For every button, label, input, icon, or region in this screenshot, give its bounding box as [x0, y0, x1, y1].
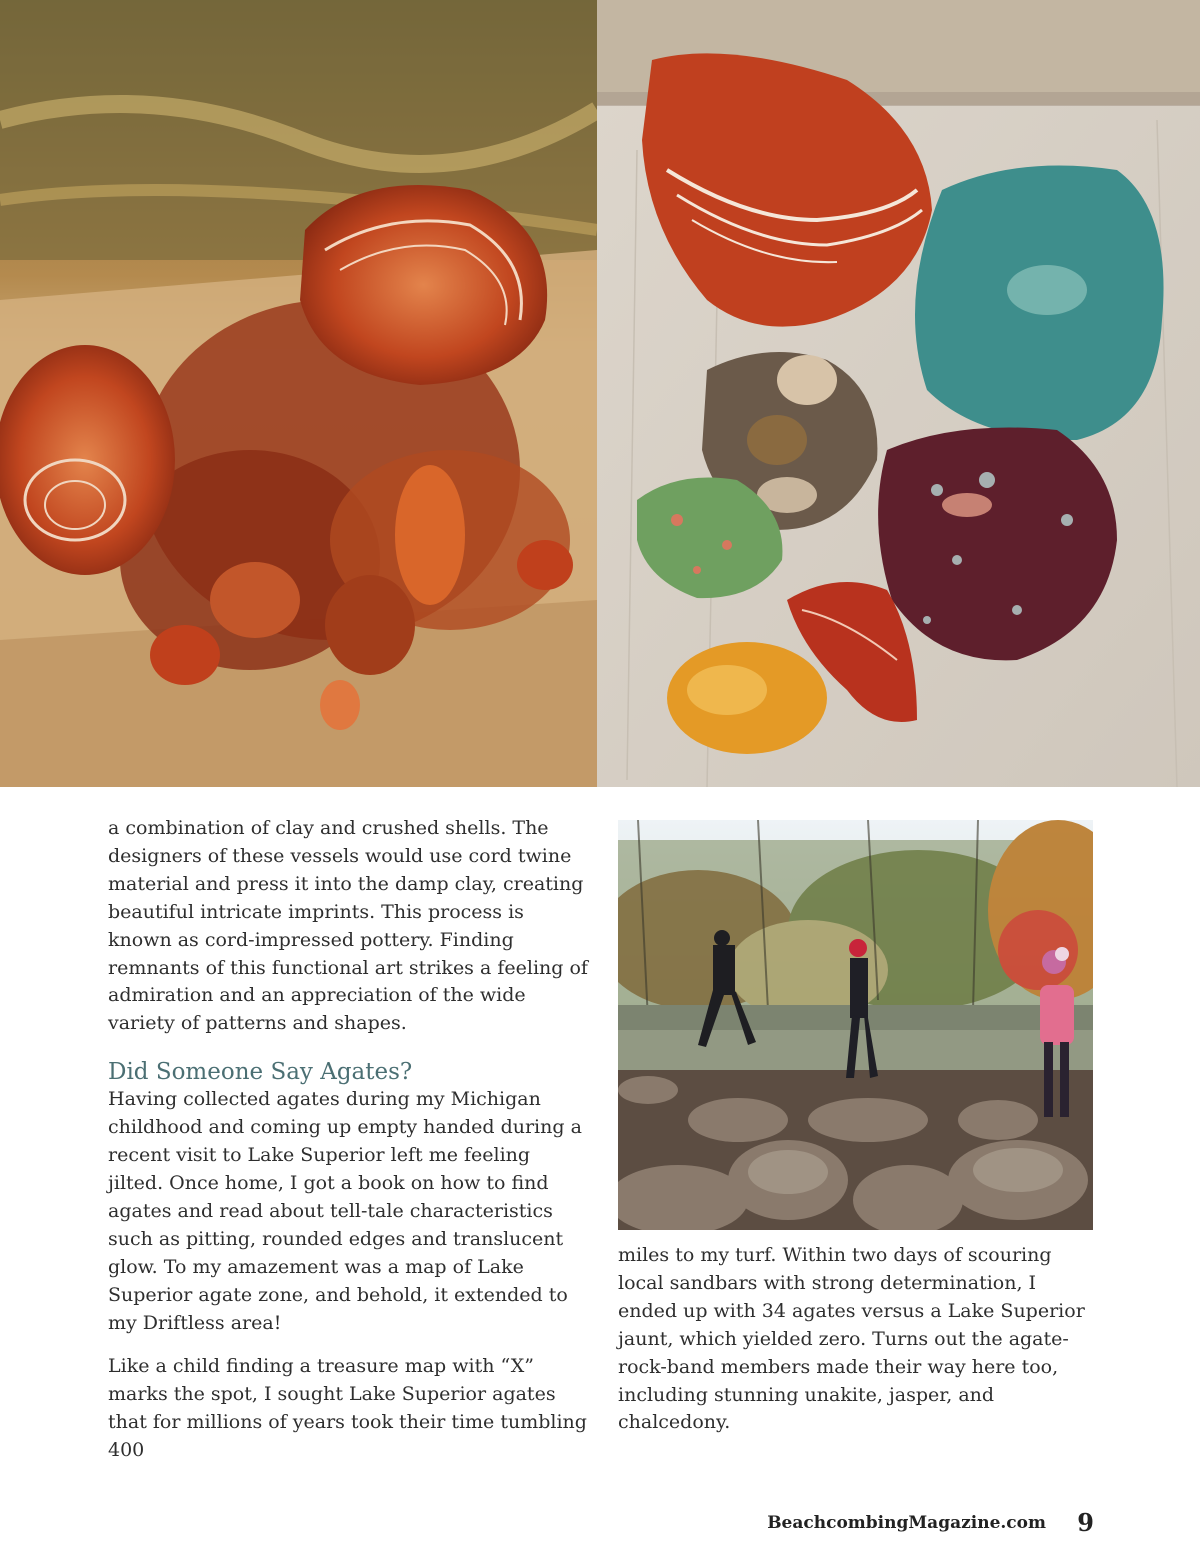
paragraph-agate-results: miles to my turf. Within two days of scouring local sandbars with strong determination, I ended up with 34 agates versus a Lake Superior jaunt, which yielded zero. Turns out the agate-rock-band members made their way here too, including stunning unakite, jasper, and chalcedony.: [618, 1244, 1085, 1434]
section-heading: Did Someone Say Agates?: [108, 1059, 413, 1086]
paragraph-treasure-map: Like a child finding a treasure map with “X” marks the spot, I sought Lake Superior agates that for millions of years took their time tumbling 400: [108, 1355, 587, 1462]
page-number: 9: [1077, 1508, 1094, 1537]
footer-site-name: BeachcombingMagazine.com: [767, 1513, 1046, 1533]
agate-pile-photo: [0, 0, 597, 787]
article-right-column: [618, 1242, 1098, 1437]
creek-rock-hunting-photo: [618, 820, 1093, 1230]
assorted-stones-photo: [597, 0, 1200, 787]
paragraph-cord-pottery: a combination of clay and crushed shells. The designers of these vessels would use cord twine material and press it into the damp clay, creating beautiful intricate imprints. This process is known as cord-impressed pottery. Finding remnants of this functional art strikes a feeling of admiration and an appreciation of the wide variety of patterns and shapes.: [108, 817, 588, 1035]
paragraph-agate-childhood: Having collected agates during my Michigan childhood and coming up empty handed during a recent visit to Lake Superior left me feeling jilted. Once home, I got a book on how to find agates and read about tell-tale characteristics such as pitting, rounded edges and translucent glow. To my amazement was a map of Lake Superior agate zone, and behold, it extended to my Driftless area!: [108, 1088, 582, 1334]
article-left-column: [108, 815, 588, 1465]
